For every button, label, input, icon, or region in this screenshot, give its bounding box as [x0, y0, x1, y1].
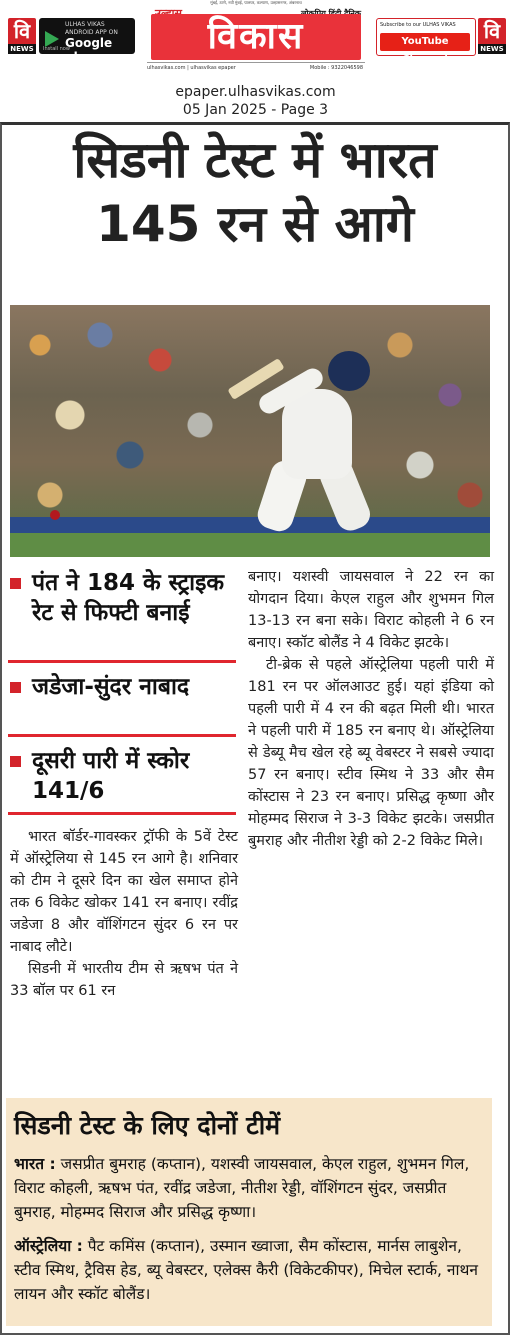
subhead-2 — [8, 672, 238, 732]
india-players: जसप्रीत बुमराह (कप्तान), यशस्वी जायसवाल, केएल राहुल, शुभमन गिल, विराट कोहली, ऋषभ पंत, रवींद्र जडेजा, नीतीश रेड्डी, वॉशिंगटन सुंदर, जसप्रीत बुमराह, मोहम्मद सिराज और प्रसिद्ध कृष्णा। — [14, 1155, 470, 1221]
logo-letter: वि — [483, 19, 501, 43]
red-square-icon — [10, 756, 21, 767]
subhead-rule — [8, 734, 236, 737]
photo-player — [242, 349, 392, 539]
gplay-line2: ANDROID APP ON — [65, 29, 118, 36]
epaper-site: epaper.ulhasvikas.com — [175, 84, 336, 100]
logo-news-tag: NEWS — [8, 44, 36, 54]
article-headline — [10, 128, 500, 256]
brand-mobile: Mobile : 9322046598 — [309, 65, 363, 71]
logo-news-tag: NEWS — [478, 44, 506, 54]
play-store-icon — [45, 31, 59, 47]
gplay-install: Install now — [43, 46, 70, 52]
india-label: भारत : — [14, 1155, 56, 1173]
brand-name: विकास — [151, 14, 361, 60]
red-square-icon — [10, 578, 21, 589]
google-play-button[interactable] — [39, 18, 135, 64]
teams-box — [6, 1098, 492, 1326]
red-square-icon — [10, 682, 21, 693]
brand-top-line: मुंबई, ठाणे, नवी मुंबई, पालघर, कल्याण, उल्हासनगर, अंबरनाथ — [210, 0, 302, 5]
youtube-subscribe-button[interactable] — [376, 18, 476, 65]
subhead-rule — [8, 660, 236, 663]
newspaper-brand[interactable] — [147, 0, 365, 78]
headline-line-1: सिडनी टेस्ट में भारत — [73, 131, 437, 189]
player-body — [282, 389, 352, 479]
australia-players: पैट कमिंस (कप्तान), उस्मान ख्वाजा, सैम कोंस्टास, मार्नस लाबुशेन, स्टीव स्मिथ, ट्रैविस हेड, ब्यू वेबस्टर, एलेक्स कैरी (विकेटकीपर), मिचेल स्टार्क, नाथन लायन और स्कॉट बोलैंड। — [14, 1237, 478, 1303]
headline-line-2: 145 रन से आगे — [96, 195, 414, 253]
gplay-label: Google play — [65, 36, 113, 64]
india-team — [14, 1152, 488, 1224]
youtube-subscribe-text: Subscribe to our ULHAS VIKAS — [380, 22, 456, 28]
teams-title: सिडनी टेस्ट के लिए दोनों टीमें — [14, 1111, 281, 1140]
player-helmet — [328, 351, 370, 391]
article-photo-batsman — [10, 305, 490, 557]
vikas-news-logo-right[interactable] — [478, 18, 506, 54]
gplay-line1: ULHAS VIKAS — [65, 21, 105, 28]
body-paragraph: टी-ब्रेक से पहले ऑस्ट्रेलिया पहली पारी में 181 रन पर ऑलआउट हुई। यहां इंडिया को पहली पारी में 4 रन की बढ़त मिली थी। भारत ने पहली पारी में 185 रन बनाए थे। ऑस्ट्रेलिया से डेब्यू मैच खेल रहे ब्यू वेबस्टर ने सबसे ज्यादा 57 रन बनाए। स्टीव स्मिथ ने 33 और सैम कोंस्टास ने 23 रन बनाए। प्रसिद्ध कृष्णा और मोहम्मद सिराज ने 3-3 विकेट झटके। जसप्रीत बुमराह और नीतीश रेड्डी को 2-2 विकेट मिले। — [248, 657, 494, 849]
subhead-1 — [8, 568, 238, 658]
body-paragraph: सिडनी में भारतीय टीम से ऋषभ पंत ने 33 बॉल पर 61 रन — [10, 961, 238, 999]
masthead — [0, 0, 511, 80]
subhead-rule — [8, 812, 236, 815]
photo-ball — [50, 510, 60, 520]
subhead-3-text: दूसरी पारी में स्कोर 141/6 — [32, 748, 190, 804]
vikas-news-logo-left[interactable] — [8, 18, 36, 54]
brand-contact-bar — [147, 62, 365, 73]
body-paragraph: भारत बॉर्डर-गावस्कर ट्रॉफी के 5वें टेस्ट में ऑस्ट्रेलिया से 145 रन आगे है। शनिवार को टीम ने दूसरे दिन का खेल समाप्त होने तक 6 विकेट खोकर 141 रन बनाए। रवींद्र जडेजा 8 और वॉशिंगटन सुंदर 6 रन पर नाबाद लौटे। — [10, 829, 238, 955]
brand-site: ulhasvikas.com | ulhasvikas epaper — [147, 65, 236, 71]
australia-label: ऑस्ट्रेलिया : — [14, 1237, 83, 1255]
body-paragraph: बनाए। यशस्वी जायसवाल ने 22 रन का योगदान दिया। केएल राहुल और शुभमन गिल 13-13 रन बना सके। विराट कोहली ने 6 रन बनाए। स्कॉट बोलैंड ने 4 विकेट झटके। — [248, 569, 494, 651]
subhead-2-text: जडेजा-सुंदर नाबाद — [32, 674, 190, 700]
subhead-1-text: पंत ने 184 के स्ट्राइक रेट से फिफ्टी बनाई — [32, 570, 225, 626]
youtube-channel-label: YouTube Channel — [380, 33, 470, 51]
article-body-right — [248, 566, 494, 852]
epaper-date-page: 05 Jan 2025 - Page 3 — [182, 102, 329, 118]
article-body-left — [10, 826, 238, 1002]
australia-team — [14, 1234, 488, 1306]
logo-letter: वि — [13, 19, 31, 43]
subhead-3 — [8, 746, 238, 808]
